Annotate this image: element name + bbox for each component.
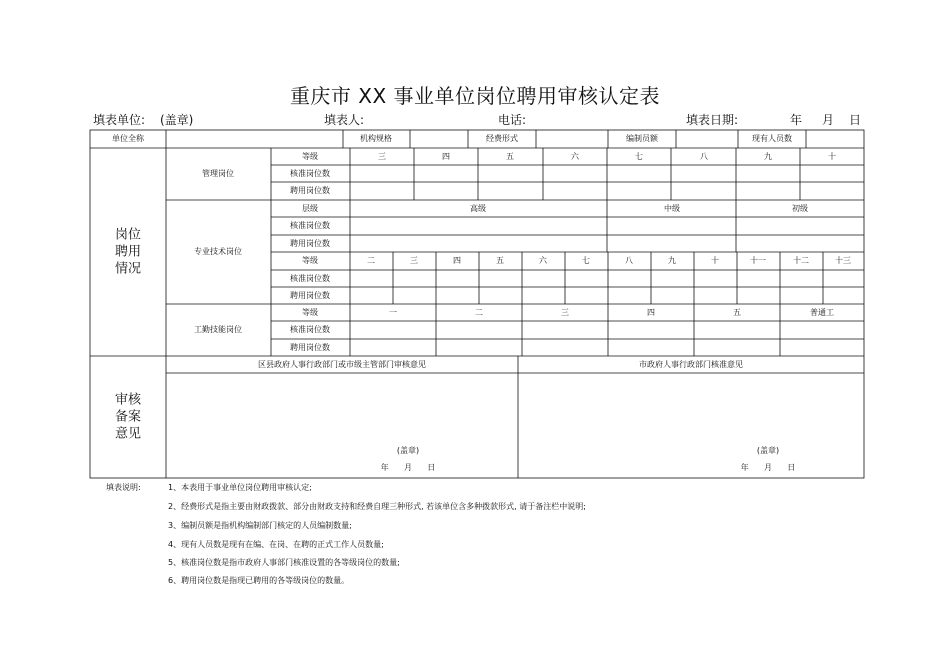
tech-level: 初级 [792, 204, 808, 213]
org-spec-label: 机构规格 [360, 134, 392, 143]
funding-label: 经费形式 [486, 134, 518, 143]
tech-grade: 九 [668, 256, 676, 265]
mgmt-grade: 十 [828, 152, 836, 161]
note-item: 2、经费形式是指主要由财政拨款、部分由财政支持和经费自理三种形式, 若该单位含多种拨款形式, 请于备注栏中说明; [168, 502, 586, 511]
note-item: 1、本表用于事业单位岗位聘用审核认定; [168, 483, 312, 492]
quota-label: 编制员额 [626, 134, 658, 143]
fill-date-label: 填表日期: [686, 113, 739, 127]
tech-hired-label-2: 聘用岗位数 [290, 291, 330, 300]
mgmt-hired-label: 聘用岗位数 [290, 186, 330, 195]
mgmt-grade: 四 [442, 152, 450, 161]
tech-grade: 六 [539, 256, 547, 265]
skill-grade: 三 [561, 308, 569, 317]
day-label: 日 [849, 113, 862, 127]
tech-grade: 十 [711, 256, 719, 265]
notes-label: 填表说明: [106, 483, 141, 492]
tech-grade: 三 [410, 256, 418, 265]
skill-grade: 五 [733, 308, 741, 317]
tech-level: 高级 [470, 204, 486, 213]
mgmt-grade-label: 等级 [302, 152, 318, 161]
note-item: 3、编制员额是指机构编制部门核定的人员编制数量; [168, 521, 352, 530]
fill-unit-label: 填表单位: [93, 113, 146, 127]
skill-grade: 普通工 [810, 308, 834, 317]
form-title: 重庆市 XX 事业单位岗位聘用审核认定表 [289, 84, 661, 108]
note-item: 6、聘用岗位数是指现已聘用的各等级岗位的数量。 [168, 576, 350, 585]
skill-grade: 二 [475, 308, 483, 317]
year-label: 年 [790, 113, 803, 127]
mgmt-grade: 八 [700, 152, 708, 161]
mgmt-approved-label: 核准岗位数 [290, 169, 330, 178]
skill-approved-label: 核准岗位数 [290, 325, 330, 334]
unit-name-label: 单位全称 [112, 134, 144, 143]
month-label: 月 [822, 113, 835, 127]
filler-label: 填表人: [324, 113, 365, 127]
tech-grade: 十二 [793, 256, 809, 265]
note-item: 4、现有人员数是现有在编、在岗、在聘的正式工作人员数量; [168, 540, 384, 549]
mgmt-label: 管理岗位 [202, 169, 234, 178]
skill-grade-label: 等级 [302, 308, 318, 317]
staff-label: 现有人员数 [752, 134, 792, 143]
review-right-seal: (盖章) [756, 446, 780, 455]
phone-label: 电话: [498, 113, 527, 127]
review-right-title: 市政府人事行政部门核准意见 [639, 360, 743, 369]
note-item: 5、核准岗位数是指市政府人事部门核准设置的各等级岗位的数量; [168, 558, 400, 567]
review-left-title: 区县政府人事行政部门或市级主管部门审核意见 [258, 360, 426, 369]
mgmt-grade: 六 [571, 152, 579, 161]
review-left-seal: (盖章) [396, 446, 420, 455]
tech-grade: 四 [453, 256, 461, 265]
mgmt-grade: 五 [506, 152, 514, 161]
skill-label: 工勤技能岗位 [194, 325, 242, 334]
tech-hired-label: 聘用岗位数 [290, 239, 330, 248]
review-section-label: 审核 备案 意见 [114, 392, 142, 442]
tech-grade-label: 等级 [302, 256, 318, 265]
tech-approved-label: 核准岗位数 [290, 221, 330, 230]
tech-grade: 十一 [750, 256, 766, 265]
skill-grade: 四 [647, 308, 655, 317]
review-right-date: 年 月 日 [740, 463, 796, 472]
tech-grade: 八 [625, 256, 633, 265]
mgmt-grade: 七 [635, 152, 643, 161]
tech-grade: 七 [582, 256, 590, 265]
positions-section-label: 岗位 聘用 情况 [114, 227, 142, 277]
skill-grade: 一 [389, 308, 397, 317]
tech-label: 专业技术岗位 [194, 247, 242, 256]
review-left-date: 年 月 日 [380, 463, 436, 472]
tech-grade: 二 [367, 256, 375, 265]
tech-approved-label-2: 核准岗位数 [290, 274, 330, 283]
mgmt-grade: 三 [378, 152, 386, 161]
tech-level-label: 层级 [302, 204, 318, 213]
fill-unit-seal: (盖章) [160, 113, 194, 127]
tech-level: 中级 [664, 204, 680, 213]
tech-grade: 十三 [835, 256, 851, 265]
skill-hired-label: 聘用岗位数 [290, 343, 330, 352]
tech-grade: 五 [496, 256, 504, 265]
mgmt-grade: 九 [764, 152, 772, 161]
